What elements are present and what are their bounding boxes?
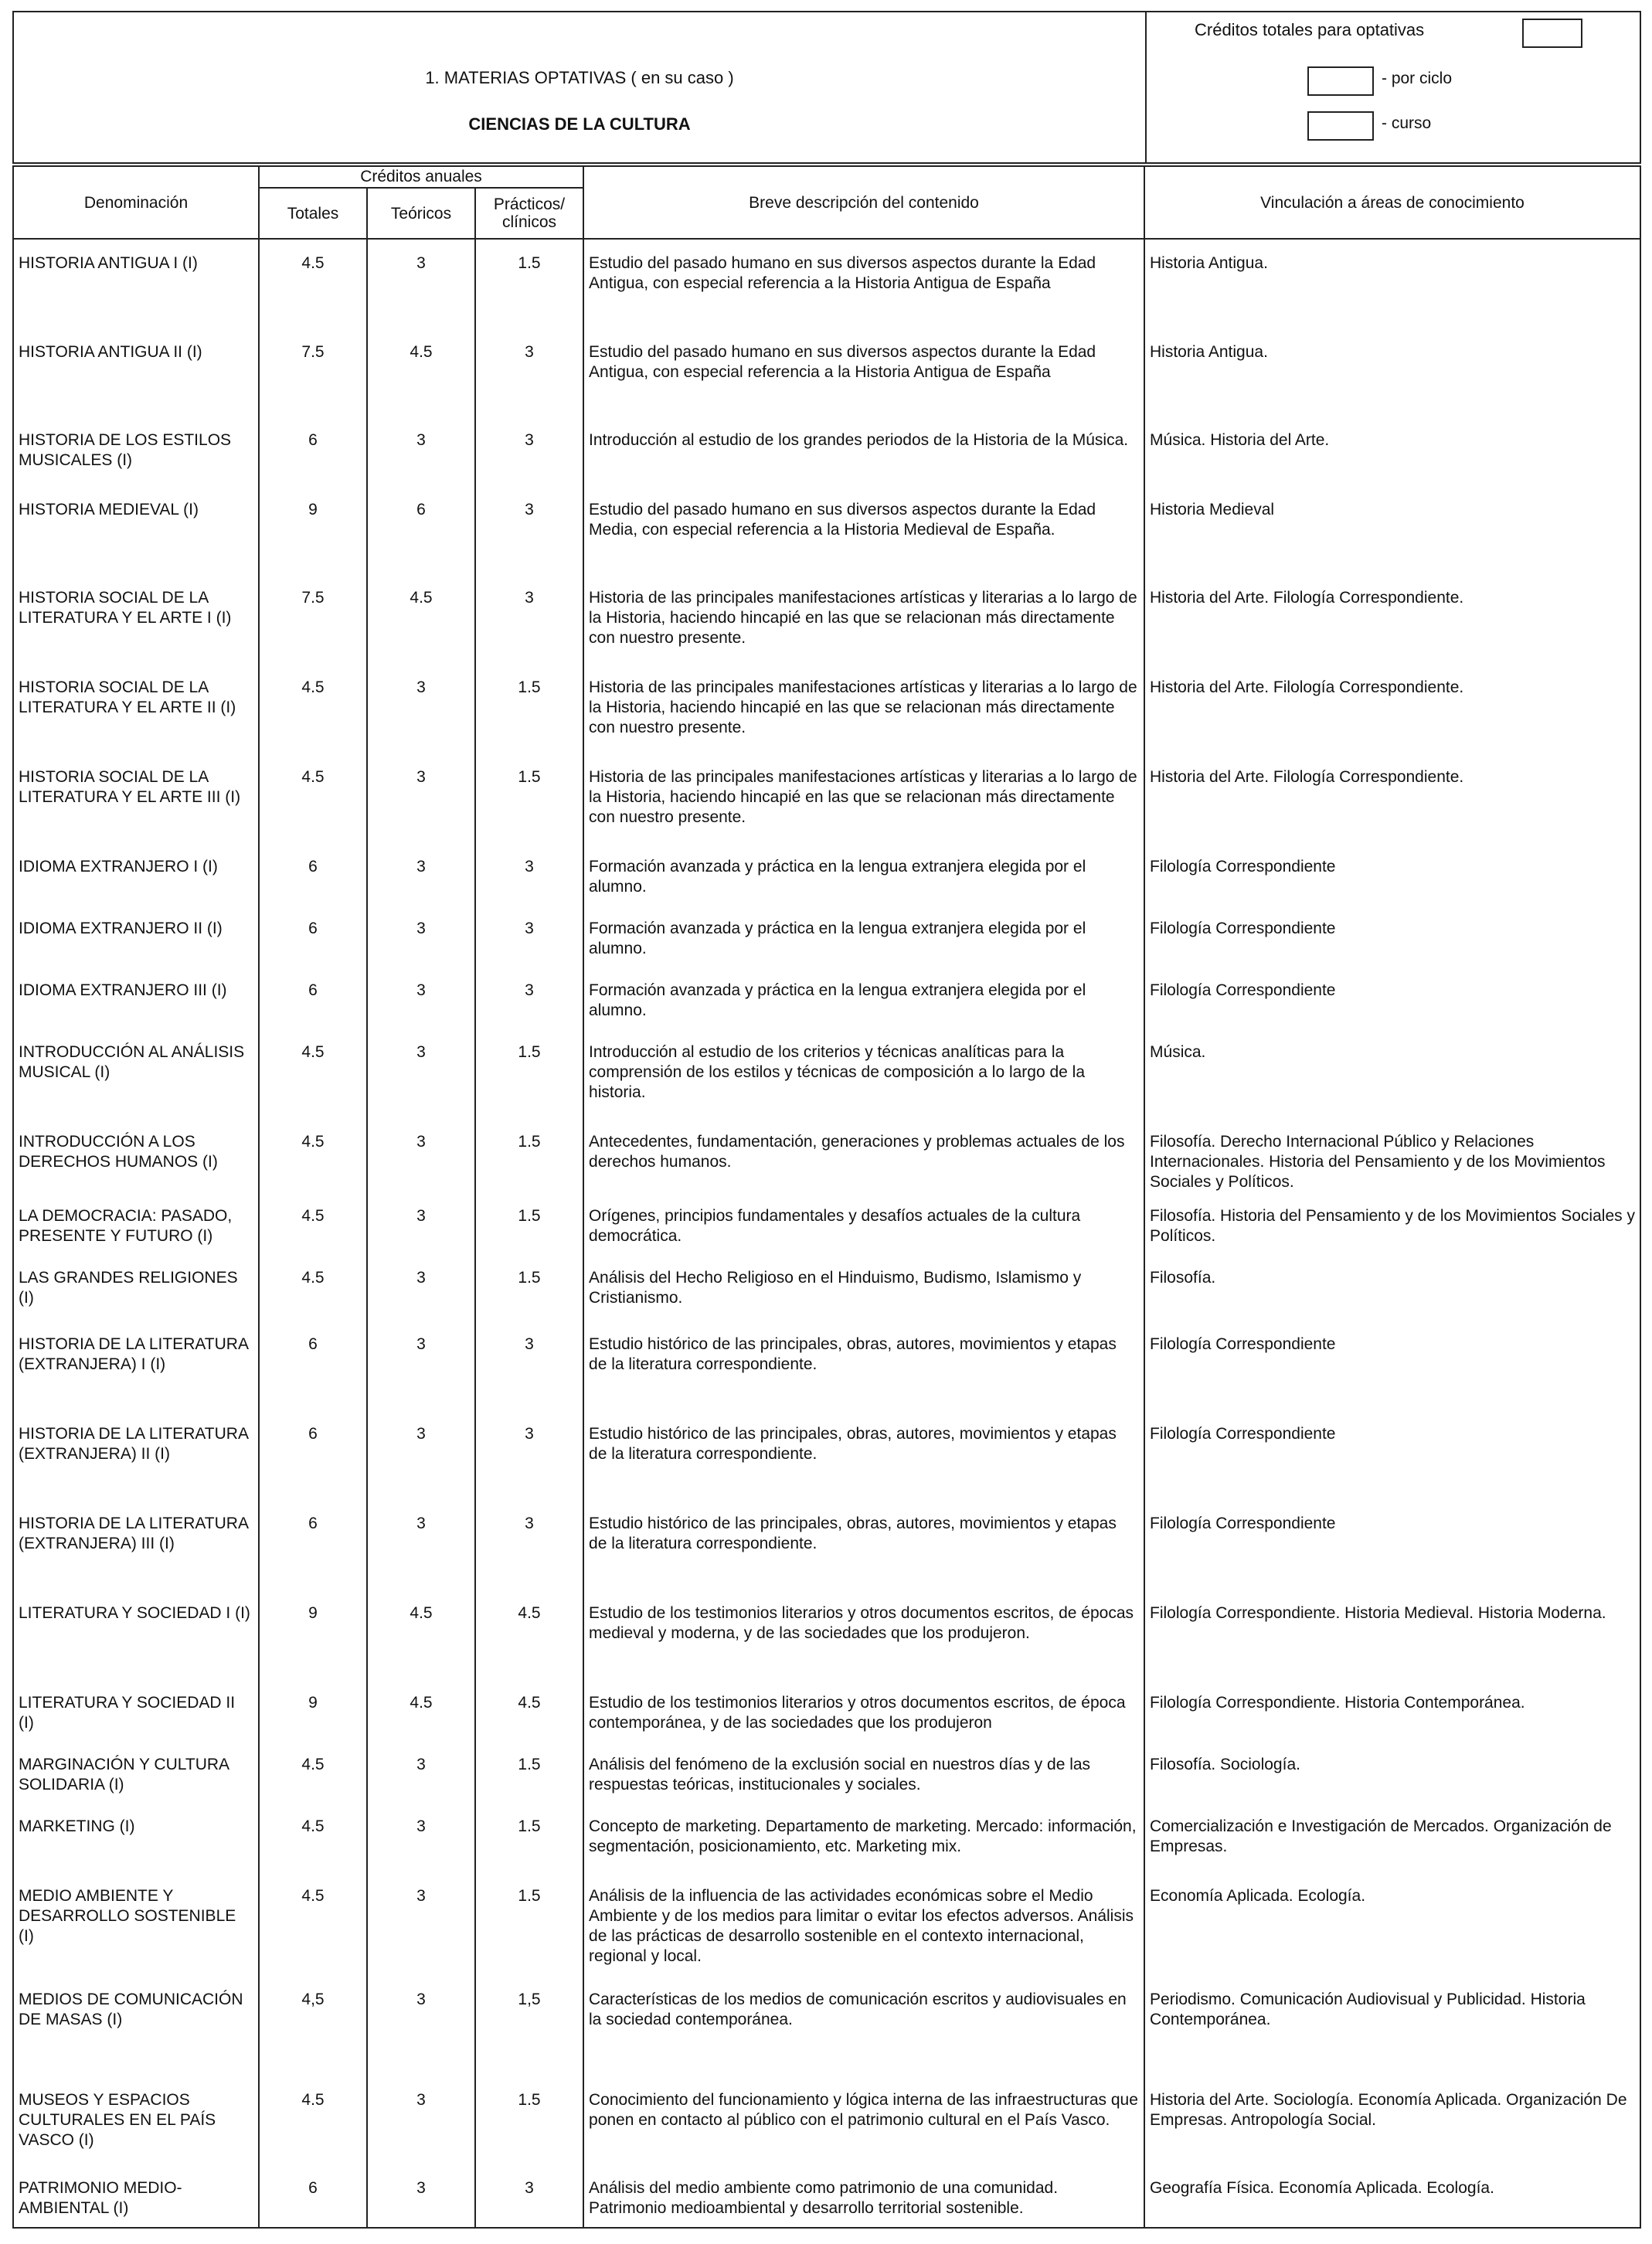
subject-name: HISTORIA MEDIEVAL (I) xyxy=(13,486,259,574)
credits-total: 6 xyxy=(259,1321,367,1410)
table-row xyxy=(13,416,1640,486)
content-description: Historia de las principales manifestaciones artísticas y literarias a lo largo de la Historia, haciendo hincapié en las que se relacionan más directamente con nuestro presente. xyxy=(583,664,1144,753)
content-description: Análisis del fenómeno de la exclusión social en nuestros días y de las respuestas teóricas, institucionales y sociales. xyxy=(583,1741,1144,1803)
credits-theory: 3 xyxy=(367,843,475,905)
content-description: Estudio del pasado humano en sus diversos aspectos durante la Edad Media, con especial referencia a la Historia Medieval de España. xyxy=(583,486,1144,574)
subject-name: PATRIMONIO MEDIO-AMBIENTAL (I) xyxy=(13,2164,259,2228)
per-cycle-label: - por ciclo xyxy=(1382,70,1453,87)
subject-name: HISTORIA DE LA LITERATURA (EXTRANJERA) II (I) xyxy=(13,1410,259,1500)
credits-theory: 3 xyxy=(367,1028,475,1118)
credits-total: 7.5 xyxy=(259,328,367,416)
credits-total: 7.5 xyxy=(259,574,367,664)
credits-practice: 1.5 xyxy=(475,1872,583,1976)
credits-total: 4.5 xyxy=(259,1028,367,1118)
credits-practice: 1,5 xyxy=(475,1976,583,2076)
subject-name: HISTORIA SOCIAL DE LA LITERATURA Y EL ARTE I (I) xyxy=(13,574,259,664)
content-description: Estudio histórico de las principales, obras, autores, movimientos y etapas de la literatura correspondiente. xyxy=(583,1410,1144,1500)
content-description: Formación avanzada y práctica en la lengua extranjera elegida por el alumno. xyxy=(583,967,1144,1028)
subject-name: IDIOMA EXTRANJERO I (I) xyxy=(13,843,259,905)
knowledge-area: Filología Correspondiente xyxy=(1144,967,1640,1028)
content-description: Antecedentes, fundamentación, generaciones y problemas actuales de los derechos humanos. xyxy=(583,1118,1144,1192)
table-row xyxy=(13,1872,1640,1976)
content-description: Estudio histórico de las principales, obras, autores, movimientos y etapas de la literatura correspondiente. xyxy=(583,1500,1144,1590)
table-row xyxy=(13,1192,1640,1254)
knowledge-area: Filología Correspondiente xyxy=(1144,1500,1640,1590)
subject-name: HISTORIA DE LA LITERATURA (EXTRANJERA) III (I) xyxy=(13,1500,259,1590)
content-description: Estudio de los testimonios literarios y otros documentos escritos, de época contemporánea, y de las sociedades que los produjeron xyxy=(583,1679,1144,1741)
table-row xyxy=(13,239,1640,328)
total-credits-box xyxy=(1522,19,1582,48)
credits-theory: 3 xyxy=(367,1500,475,1590)
credits-total: 4.5 xyxy=(259,239,367,328)
credits-practice: 3 xyxy=(475,905,583,967)
credits-practice: 1.5 xyxy=(475,1803,583,1872)
credits-practice: 3 xyxy=(475,416,583,486)
content-description: Estudio del pasado humano en sus diversos aspectos durante la Edad Antigua, con especial referencia a la Historia Antigua de España xyxy=(583,239,1144,328)
content-description: Estudio histórico de las principales, obras, autores, movimientos y etapas de la literatura correspondiente. xyxy=(583,1321,1144,1410)
credits-practice: 1.5 xyxy=(475,1741,583,1803)
credits-practice: 1.5 xyxy=(475,1028,583,1118)
credits-theory: 3 xyxy=(367,1410,475,1500)
table-row xyxy=(13,1803,1640,1872)
credits-practice: 3 xyxy=(475,967,583,1028)
col-totales: Totales xyxy=(260,189,368,238)
table-row xyxy=(13,1118,1640,1192)
subject-name: MEDIOS DE COMUNICACIÓN DE MASAS (I) xyxy=(13,1976,259,2076)
table-row xyxy=(13,1976,1640,2076)
credits-theory: 3 xyxy=(367,1741,475,1803)
credits-total: 4.5 xyxy=(259,1254,367,1321)
subjects-table xyxy=(12,165,1641,2229)
credits-practice: 4.5 xyxy=(475,1590,583,1679)
degree-name: CIENCIAS DE LA CULTURA xyxy=(468,114,691,134)
subject-name: LA DEMOCRACIA: PASADO, PRESENTE Y FUTURO (I) xyxy=(13,1192,259,1254)
table-row xyxy=(13,753,1640,843)
credits-theory: 3 xyxy=(367,967,475,1028)
credits-theory: 3 xyxy=(367,1192,475,1254)
credits-practice: 3 xyxy=(475,486,583,574)
table-row xyxy=(13,1028,1640,1118)
credits-theory: 3 xyxy=(367,2076,475,2164)
col-creditos-anuales: Créditos anuales xyxy=(260,167,583,189)
knowledge-area: Filología Correspondiente xyxy=(1144,905,1640,967)
content-description: Estudio del pasado humano en sus diversos aspectos durante la Edad Antigua, con especial referencia a la Historia Antigua de España xyxy=(583,328,1144,416)
table-row xyxy=(13,905,1640,967)
table-row xyxy=(13,1500,1640,1590)
content-description: Formación avanzada y práctica en la lengua extranjera elegida por el alumno. xyxy=(583,843,1144,905)
credits-total: 6 xyxy=(259,967,367,1028)
credits-total: 6 xyxy=(259,1410,367,1500)
subject-name: LITERATURA Y SOCIEDAD II (I) xyxy=(13,1679,259,1741)
per-course-label: - curso xyxy=(1382,114,1432,132)
credits-practice: 3 xyxy=(475,328,583,416)
col-practicos: Prácticos/ clínicos xyxy=(493,196,566,231)
knowledge-area: Historia Antigua. xyxy=(1144,328,1640,416)
table-row xyxy=(13,1254,1640,1321)
credits-practice: 3 xyxy=(475,1410,583,1500)
credits-practice: 4.5 xyxy=(475,1679,583,1741)
credits-summary xyxy=(1147,12,1640,162)
credits-theory: 6 xyxy=(367,486,475,574)
credits-theory: 3 xyxy=(367,239,475,328)
content-description: Concepto de marketing. Departamento de marketing. Mercado: información, segmentación, posicionamiento, etc. Marketing mix. xyxy=(583,1803,1144,1872)
credits-theory: 3 xyxy=(367,1803,475,1872)
knowledge-area: Filología Correspondiente. Historia Contemporánea. xyxy=(1144,1679,1640,1741)
credits-total: 4.5 xyxy=(259,664,367,753)
table-header-row xyxy=(13,166,1640,239)
table-row xyxy=(13,2164,1640,2228)
credits-total: 4,5 xyxy=(259,1976,367,2076)
knowledge-area: Historia del Arte. Filología Correspondiente. xyxy=(1144,664,1640,753)
subject-name: INTRODUCCIÓN A LOS DERECHOS HUMANOS (I) xyxy=(13,1118,259,1192)
subject-name: HISTORIA DE LA LITERATURA (EXTRANJERA) I (I) xyxy=(13,1321,259,1410)
table-row xyxy=(13,486,1640,574)
knowledge-area: Filosofía. Historia del Pensamiento y de los Movimientos Sociales y Políticos. xyxy=(1144,1192,1640,1254)
table-row xyxy=(13,843,1640,905)
subject-name: IDIOMA EXTRANJERO III (I) xyxy=(13,967,259,1028)
col-creditos-group xyxy=(259,166,583,239)
credits-practice: 1.5 xyxy=(475,753,583,843)
table-row xyxy=(13,328,1640,416)
table-row xyxy=(13,967,1640,1028)
subject-name: HISTORIA DE LOS ESTILOS MUSICALES (I) xyxy=(13,416,259,486)
credits-total: 4.5 xyxy=(259,2076,367,2164)
content-description: Análisis del medio ambiente como patrimonio de una comunidad. Patrimonio medioambiental y desarrollo territorial sostenible. xyxy=(583,2164,1144,2228)
subject-name: MUSEOS Y ESPACIOS CULTURALES EN EL PAÍS VASCO (I) xyxy=(13,2076,259,2164)
content-description: Formación avanzada y práctica en la lengua extranjera elegida por el alumno. xyxy=(583,905,1144,967)
credits-theory: 3 xyxy=(367,1321,475,1410)
subject-name: LAS GRANDES RELIGIONES (I) xyxy=(13,1254,259,1321)
subject-name: IDIOMA EXTRANJERO II (I) xyxy=(13,905,259,967)
knowledge-area: Música. xyxy=(1144,1028,1640,1118)
credits-total: 6 xyxy=(259,2164,367,2228)
header-title-block xyxy=(14,12,1147,162)
knowledge-area: Comercialización e Investigación de Mercados. Organización de Empresas. xyxy=(1144,1803,1640,1872)
knowledge-area: Economía Aplicada. Ecología. xyxy=(1144,1872,1640,1976)
knowledge-area: Filosofía. Derecho Internacional Público y Relaciones Internacionales. Historia del Pensamiento y de los Movimientos Sociales y Políticos. xyxy=(1144,1118,1640,1192)
credits-practice: 3 xyxy=(475,1321,583,1410)
credits-theory: 3 xyxy=(367,2164,475,2228)
knowledge-area: Historia del Arte. Filología Correspondiente. xyxy=(1144,753,1640,843)
credits-theory: 4.5 xyxy=(367,574,475,664)
credits-total: 6 xyxy=(259,905,367,967)
credits-practice: 3 xyxy=(475,1500,583,1590)
col-teoricos: Teóricos xyxy=(368,189,476,238)
total-credits-label: Créditos totales para optativas xyxy=(1195,20,1425,39)
content-description: Estudio de los testimonios literarios y otros documentos escritos, de épocas medieval y moderna, y de las sociedades que los produjeron. xyxy=(583,1590,1144,1679)
credits-theory: 3 xyxy=(367,905,475,967)
credits-practice: 1.5 xyxy=(475,1254,583,1321)
credits-theory: 3 xyxy=(367,1976,475,2076)
document-page xyxy=(12,11,1640,2230)
credits-theory: 3 xyxy=(367,1254,475,1321)
credits-theory: 3 xyxy=(367,664,475,753)
credits-total: 9 xyxy=(259,1590,367,1679)
credits-practice: 3 xyxy=(475,843,583,905)
credits-total: 4.5 xyxy=(259,1118,367,1192)
credits-total: 4.5 xyxy=(259,1872,367,1976)
table-row xyxy=(13,1679,1640,1741)
subject-name: HISTORIA ANTIGUA I (I) xyxy=(13,239,259,328)
credits-practice: 1.5 xyxy=(475,239,583,328)
col-denominacion: Denominación xyxy=(13,166,259,239)
knowledge-area: Filosofía. xyxy=(1144,1254,1640,1321)
table-row xyxy=(13,1410,1640,1500)
col-vinculacion: Vinculación a áreas de conocimiento xyxy=(1144,166,1640,239)
credits-total: 4.5 xyxy=(259,753,367,843)
content-description: Introducción al estudio de los grandes periodos de la Historia de la Música. xyxy=(583,416,1144,486)
knowledge-area: Historia Antigua. xyxy=(1144,239,1640,328)
knowledge-area: Filología Correspondiente xyxy=(1144,1321,1640,1410)
credits-theory: 4.5 xyxy=(367,1590,475,1679)
knowledge-area: Historia del Arte. Sociología. Economía Aplicada. Organización De Empresas. Antropología Social. xyxy=(1144,2076,1640,2164)
subject-name: INTRODUCCIÓN AL ANÁLISIS MUSICAL (I) xyxy=(13,1028,259,1118)
knowledge-area: Filología Correspondiente xyxy=(1144,1410,1640,1500)
content-description: Análisis de la influencia de las actividades económicas sobre el Medio Ambiente y de los medios para limitar o evitar los efectos adversos. Análisis de las prácticas de desarrollo sostenible en el contexto internacional, regional y local. xyxy=(583,1872,1144,1976)
knowledge-area: Filosofía. Sociología. xyxy=(1144,1741,1640,1803)
content-description: Orígenes, principios fundamentales y desafíos actuales de la cultura democrática. xyxy=(583,1192,1144,1254)
credits-total: 9 xyxy=(259,486,367,574)
subject-name: MEDIO AMBIENTE Y DESARROLLO SOSTENIBLE (I) xyxy=(13,1872,259,1976)
credits-practice: 1.5 xyxy=(475,1192,583,1254)
credits-theory: 3 xyxy=(367,753,475,843)
credits-practice: 1.5 xyxy=(475,2076,583,2164)
table-row xyxy=(13,574,1640,664)
knowledge-area: Periodismo. Comunicación Audiovisual y Publicidad. Historia Contemporánea. xyxy=(1144,1976,1640,2076)
col-descripcion: Breve descripción del contenido xyxy=(583,166,1144,239)
table-row xyxy=(13,664,1640,753)
table-row xyxy=(13,2076,1640,2164)
section-title: 1. MATERIAS OPTATIVAS ( en su caso ) xyxy=(425,68,734,87)
table-row xyxy=(13,1590,1640,1679)
content-description: Análisis del Hecho Religioso en el Hinduismo, Budismo, Islamismo y Cristianismo. xyxy=(583,1254,1144,1321)
credits-total: 6 xyxy=(259,416,367,486)
credits-total: 4.5 xyxy=(259,1803,367,1872)
per-course-box xyxy=(1307,111,1374,141)
subject-name: HISTORIA SOCIAL DE LA LITERATURA Y EL ARTE III (I) xyxy=(13,753,259,843)
credits-total: 4.5 xyxy=(259,1192,367,1254)
credits-practice: 1.5 xyxy=(475,664,583,753)
knowledge-area: Música. Historia del Arte. xyxy=(1144,416,1640,486)
knowledge-area: Historia Medieval xyxy=(1144,486,1640,574)
content-description: Características de los medios de comunicación escritos y audiovisuales en la sociedad contemporánea. xyxy=(583,1976,1144,2076)
knowledge-area: Geografía Física. Economía Aplicada. Ecología. xyxy=(1144,2164,1640,2228)
subject-name: HISTORIA SOCIAL DE LA LITERATURA Y EL ARTE II (I) xyxy=(13,664,259,753)
credits-theory: 4.5 xyxy=(367,1679,475,1741)
credits-practice: 3 xyxy=(475,574,583,664)
content-description: Historia de las principales manifestaciones artísticas y literarias a lo largo de la Historia, haciendo hincapié en las que se relacionan más directamente con nuestro presente. xyxy=(583,753,1144,843)
subject-name: MARGINACIÓN Y CULTURA SOLIDARIA (I) xyxy=(13,1741,259,1803)
credits-theory: 3 xyxy=(367,416,475,486)
credits-total: 4.5 xyxy=(259,1741,367,1803)
credits-total: 6 xyxy=(259,843,367,905)
credits-total: 6 xyxy=(259,1500,367,1590)
table-row xyxy=(13,1741,1640,1803)
credits-theory: 4.5 xyxy=(367,328,475,416)
credits-theory: 3 xyxy=(367,1872,475,1976)
knowledge-area: Filología Correspondiente xyxy=(1144,843,1640,905)
credits-theory: 3 xyxy=(367,1118,475,1192)
content-description: Introducción al estudio de los criterios y técnicas analíticas para la comprensión de los estilos y técnicas de composición a lo largo de la historia. xyxy=(583,1028,1144,1118)
table-row xyxy=(13,1321,1640,1410)
credits-practice: 3 xyxy=(475,2164,583,2228)
credits-practice: 1.5 xyxy=(475,1118,583,1192)
knowledge-area: Historia del Arte. Filología Correspondiente. xyxy=(1144,574,1640,664)
credits-total: 9 xyxy=(259,1679,367,1741)
content-description: Conocimiento del funcionamiento y lógica interna de las infraestructuras que ponen en contacto al público con el patrimonio cultural en el País Vasco. xyxy=(583,2076,1144,2164)
content-description: Historia de las principales manifestaciones artísticas y literarias a lo largo de la Historia, haciendo hincapié en las que se relacionan más directamente con nuestro presente. xyxy=(583,574,1144,664)
per-cycle-box xyxy=(1307,66,1374,96)
form-header xyxy=(12,11,1641,164)
subject-name: LITERATURA Y SOCIEDAD I (I) xyxy=(13,1590,259,1679)
subject-name: HISTORIA ANTIGUA II (I) xyxy=(13,328,259,416)
subject-name: MARKETING (I) xyxy=(13,1803,259,1872)
knowledge-area: Filología Correspondiente. Historia Medieval. Historia Moderna. xyxy=(1144,1590,1640,1679)
